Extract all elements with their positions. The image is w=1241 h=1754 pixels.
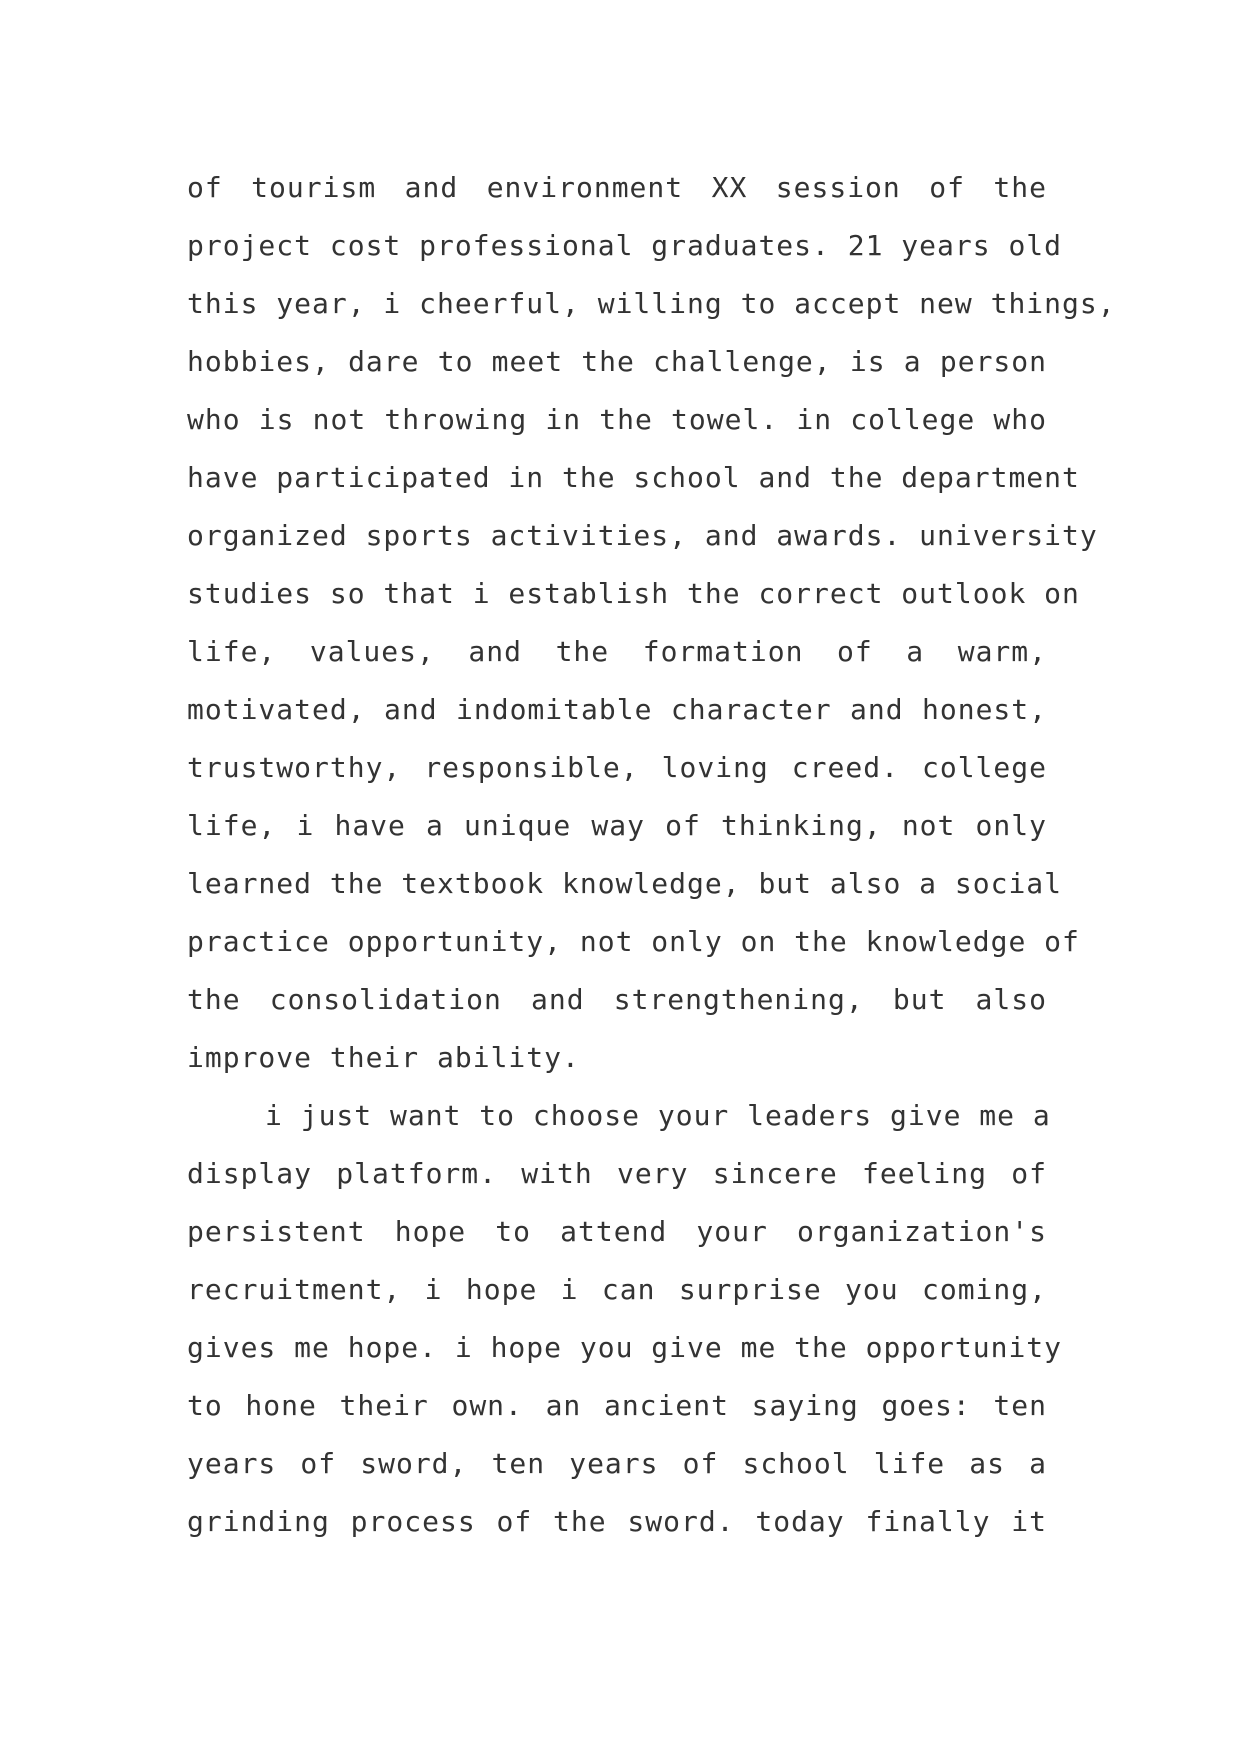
text-line: have participated in the school and the department — [187, 461, 1080, 494]
text-line: trustworthy, responsible, loving creed. college — [187, 751, 1047, 784]
text-line: hobbies, dare to meet the challenge, is a person — [187, 345, 1047, 378]
text-line: years of sword, ten years of school life as a — [187, 1447, 1047, 1480]
text-line: practice opportunity, not only on the knowledge of — [187, 925, 1080, 958]
text-line: improve their ability. — [187, 1041, 580, 1074]
text-line: learned the textbook knowledge, but also a social — [187, 867, 1063, 900]
text-line: the consolidation and strengthening, but also — [187, 983, 1047, 1016]
text-line: of tourism and environment XX session of the — [187, 171, 1047, 204]
text-line: gives me hope. i hope you give me the opportunity — [187, 1331, 1063, 1364]
text-line: this year, i cheerful, willing to accept new things, — [187, 287, 1116, 320]
text-line: to hone their own. an ancient saying goes: ten — [187, 1389, 1047, 1422]
text-line: life, values, and the formation of a warm, — [187, 635, 1047, 668]
text-line: life, i have a unique way of thinking, not only — [187, 809, 1047, 842]
text-line: i just want to choose your leaders give me a — [265, 1099, 1051, 1132]
text-line: project cost professional graduates. 21 years old — [187, 229, 1063, 262]
text-line: persistent hope to attend your organization's — [187, 1215, 1047, 1248]
text-line: display platform. with very sincere feeling of — [187, 1157, 1047, 1190]
text-line: motivated, and indomitable character and honest, — [187, 693, 1047, 726]
text-line: grinding process of the sword. today finally it — [187, 1505, 1047, 1538]
text-line: recruitment, i hope i can surprise you coming, — [187, 1273, 1047, 1306]
text-line: who is not throwing in the towel. in college who — [187, 403, 1047, 436]
text-line: studies so that i establish the correct outlook on — [187, 577, 1080, 610]
text-line: organized sports activities, and awards. university — [187, 519, 1098, 552]
body-text — [187, 159, 1116, 1551]
